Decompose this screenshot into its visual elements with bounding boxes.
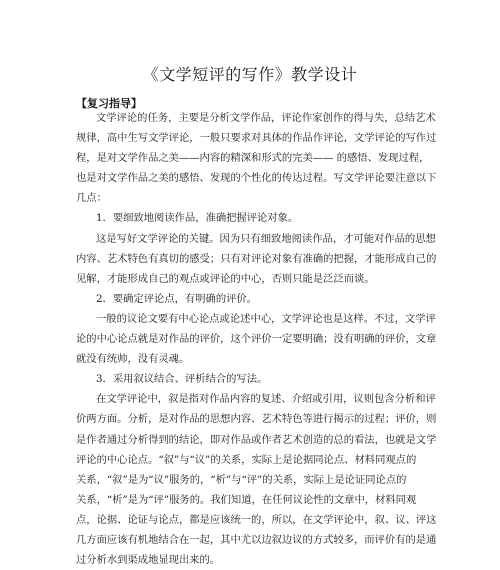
text-line: 几点： [76,192,107,205]
text-line: 就没有统帅，没有灵魂。 [76,353,190,366]
text-line: 点，论据、论证与论点，都是应该统一的，所以，在文学评论中，叙、议、评这 [76,513,437,526]
text-line: 程，是对文学作品之美——内容的精深和形式的完美—— 的感悟、发现过程， [76,152,430,165]
text-line: 过分析水到渠成地显现出来的。 [76,554,221,567]
text-line: 见解，才能形成自己的观点或评论的中心，否则只能是泛泛而谈。 [76,272,375,285]
text-line: 关系，“析”是为“评”服务的。我们知道，在任何议论性的文章中，材料同观 [76,493,417,506]
text-line: 内容、艺术特色有真切的感受；只有对评论对象有准确的把握，才能形成自己的 [76,252,437,265]
text-line: 一般的议论文要有中心论点或论述中心，文学评论也是这样。不过，文学评 [96,312,436,325]
text-line: 评论的中心论点。“叙”与“议”的关系，实际上是论据同论点、材料同观点的 [76,453,417,466]
text-line: 这是写好文学评论的关键。因为只有细致地阅读作品，才可能对作品的思想 [96,232,436,245]
text-line: 在文学评论中，叙是指对作品内容的复述、介绍或引用，议则包含分析和评 [96,393,436,406]
text-line: 几方面应该有机地结合在一起，其中尤以边叙边议的方式较多，而评价有的是通 [76,533,437,546]
text-line: 是作者通过分析得到的结论，即对作品或作者艺术创造的总的看法，也就是文学 [76,433,437,446]
text-line: 3．采用叙议结合、评析结合的写法。 [96,373,268,386]
document-title: 《文学短评的写作》教学设计 [142,65,358,84]
text-line: 文学评论的任务，主要是分析文学作品，评论作家创作的得与失，总结艺术 [96,112,436,124]
text-line: 也是对文学作品之美的感悟、发现的个性化的传达过程。写文学评论要注意以下 [76,172,437,185]
text-line: 论的中心论点就是对作品的评价，这个评价一定要明确；没有明确的评价，文章 [76,333,437,346]
text-line: 1．要细致地阅读作品，准确把握评论对象。 [96,212,299,225]
text-line: 关系，“叙”是为“议”服务的，“析”与“评”的关系，实际上是论证同论点的 [76,473,407,486]
section-heading: 【复习指导】 [76,97,142,110]
body-text [76,108,438,570]
text-line: 2．要确定评论点，有明确的评价。 [96,292,258,305]
text-line: 规律，高中生写文学评论，一般只要求对具体的作品作评论，文学评论的写作过 [76,132,437,145]
text-line: 价两方面。分析，是对作品的思想内容、艺术特色等进行揭示的过程；评价，则 [76,413,437,426]
